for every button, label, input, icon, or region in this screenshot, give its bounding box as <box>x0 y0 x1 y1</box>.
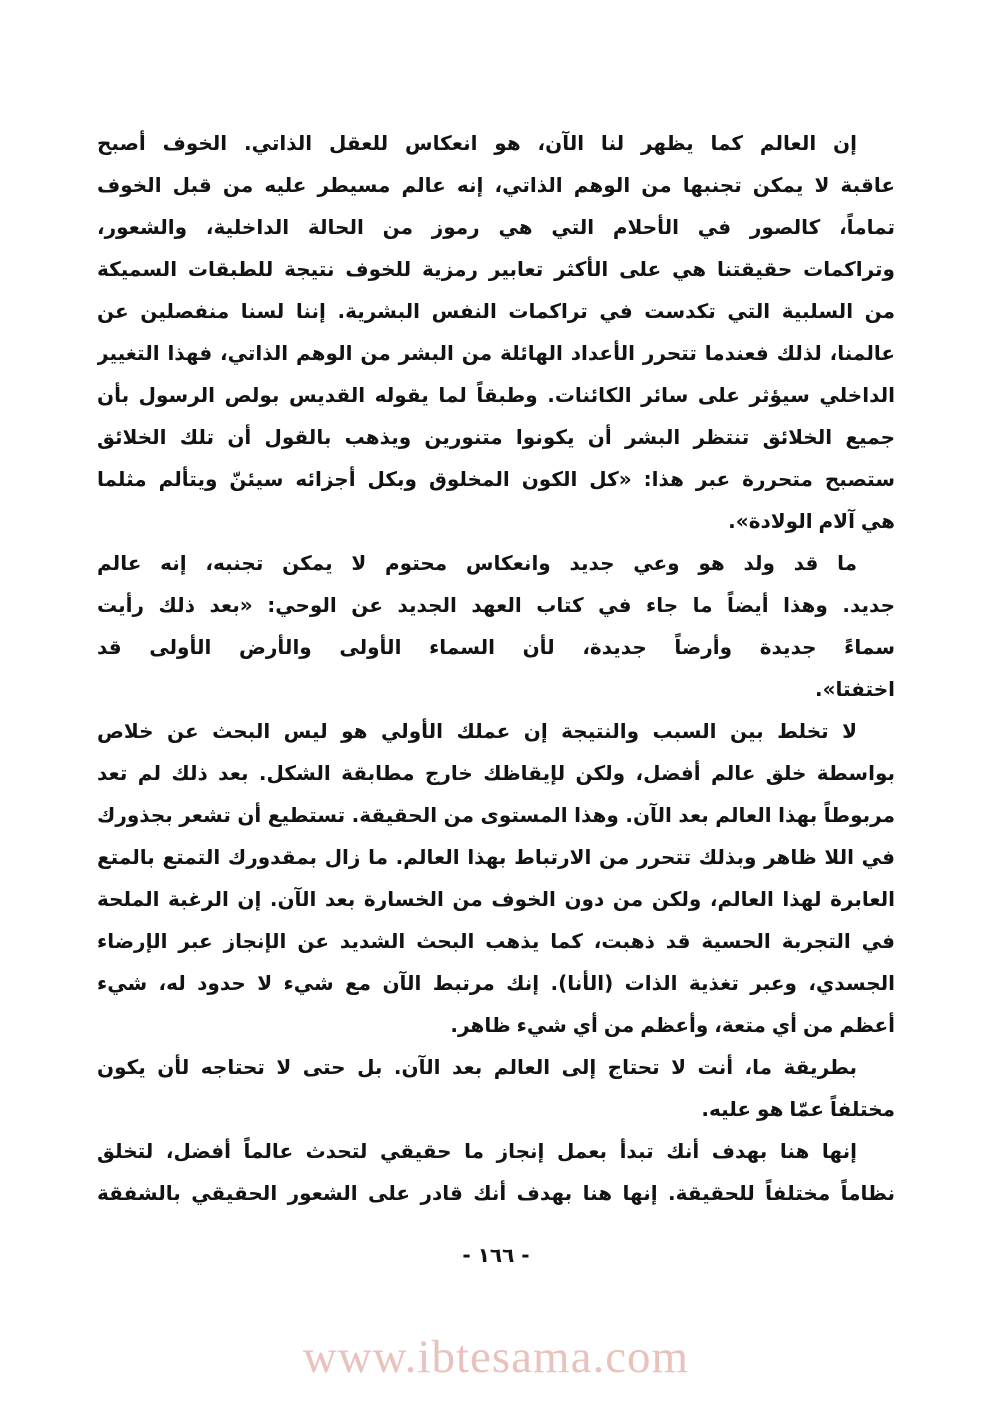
text-line: إن العالم كما يظهر لنا الآن، هو انعكاس للعقل الذاتي. الخوف أصبح <box>97 131 857 155</box>
text-line: تماماً، كالصور في الأحلام التي هي رموز من الحالة الداخلية، والشعور، <box>97 215 895 239</box>
text-line: العابرة لهذا العالم، ولكن من دون الخوف من الخسارة بعد الآن. إن الرغبة الملحة <box>97 887 895 911</box>
text-line: بطريقة ما، أنت لا تحتاج إلى العالم بعد الآن. بل حتى لا تحتاجه لأن يكون <box>97 1055 857 1079</box>
text-line: الجسدي، وعبر تغذية الذات (الأنا). إنك مرتبط الآن مع شيء لا حدود له، شيء <box>97 971 895 995</box>
text-line: إنها هنا بهدف أنك تبدأ بعمل إنجاز ما حقيقي لتحدث عالماً أفضل، لتخلق <box>97 1139 857 1163</box>
text-line: جميع الخلائق تنتظر البشر أن يكونوا متنورين ويذهب بالقول أن تلك الخلائق <box>97 425 895 449</box>
text-line: الداخلي سيؤثر على سائر الكائنات. وطبقاً لما يقوله القديس بولص الرسول بأن <box>97 383 895 407</box>
page-number: - ١٦٦ - <box>462 1243 530 1267</box>
text-line: سماءً جديدة وأرضاً جديدة، لأن السماء الأولى والأرض الأولى قد <box>97 635 895 659</box>
paragraph <box>97 1130 895 1214</box>
text-line: من السلبية التي تكدست في تراكمات النفس البشرية. إننا لسنا منفصلين عن <box>97 299 895 323</box>
text-line: هي آلام الولادة». <box>728 509 895 533</box>
text-line: في التجربة الحسية قد ذهبت، كما يذهب البحث الشديد عن الإنجاز عبر الإرضاء <box>97 929 895 953</box>
text-line: مربوطاً بهذا العالم بعد الآن. وهذا المستوى من الحقيقة. تستطيع أن تشعر بجذورك <box>97 803 895 827</box>
text-line: مختلفاً عمّا هو عليه. <box>701 1097 895 1121</box>
text-line: أعظم من أي متعة، وأعظم من أي شيء ظاهر. <box>450 1013 895 1037</box>
body-text <box>97 122 895 1214</box>
paragraph <box>97 710 895 1046</box>
text-line: عاقبة لا يمكن تجنبها من الوهم الذاتي، إنه عالم مسيطر عليه من قبل الخوف <box>97 173 895 197</box>
watermark-text: www.ibtesama.com <box>302 1331 690 1383</box>
text-line: ما قد ولد هو وعي جديد وانعكاس محتوم لا يمكن تجنبه، إنه عالم <box>97 551 857 575</box>
text-line: في اللا ظاهر وبذلك تتحرر من الارتباط بهذا العالم. ما زال بمقدورك التمتع بالمتع <box>97 845 895 869</box>
text-line: جديد. وهذا أيضاً ما جاء في كتاب العهد الجديد عن الوحي: «بعد ذلك رأيت <box>97 593 895 617</box>
text-line: نظاماً مختلفاً للحقيقة. إنها هنا بهدف أنك قادر على الشعور الحقيقي بالشفقة <box>97 1181 895 1205</box>
text-line: وتراكمات حقيقتنا هي على الأكثر تعابير رمزية للخوف نتيجة للطبقات السميكة <box>97 257 895 281</box>
text-line: ستصبح متحررة عبر هذا: «كل الكون المخلوق وبكل أجزائه سيئنّ ويتألم مثلما <box>97 467 895 491</box>
text-line: لا تخلط بين السبب والنتيجة إن عملك الأولي هو ليس البحث عن خلاص <box>97 719 857 743</box>
paragraph <box>97 122 895 542</box>
text-line: عالمنا، لذلك فعندما تتحرر الأعداد الهائلة من البشر من الوهم الذاتي، فهذا التغيير <box>97 341 895 365</box>
text-line: اختفتا». <box>814 677 895 701</box>
paragraph <box>97 1046 895 1130</box>
paragraph <box>97 542 895 710</box>
text-line: بواسطة خلق عالم أفضل، ولكن لإيقاظك خارج مطابقة الشكل. بعد ذلك لم تعد <box>97 761 895 785</box>
